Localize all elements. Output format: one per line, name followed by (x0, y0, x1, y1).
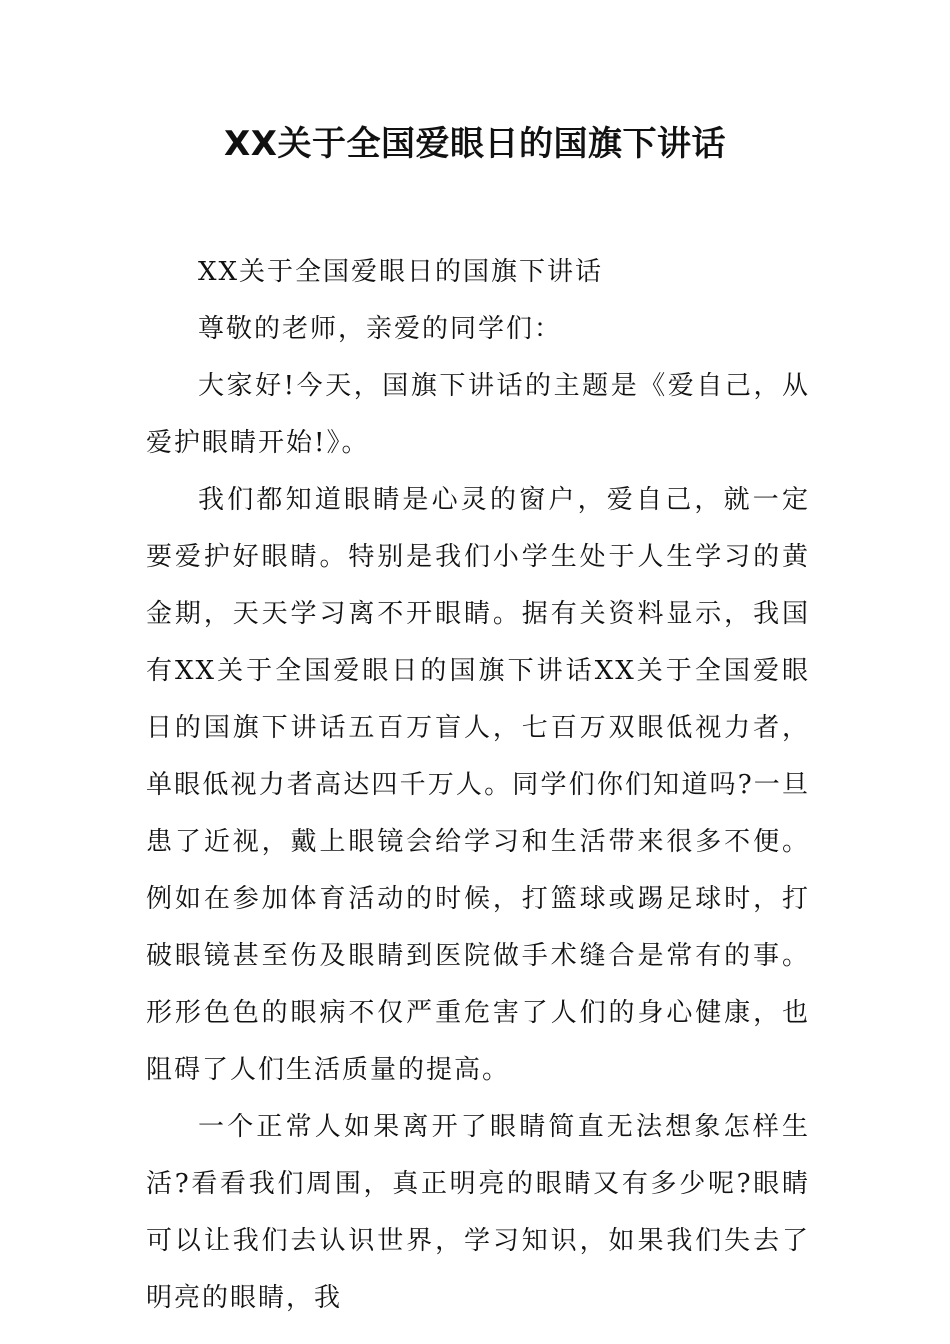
paragraph-body-2: 一个正常人如果离开了眼睛简直无法想象怎样生活?看看我们周围，真正明亮的眼睛又有多少呢?眼睛可以让我们去认识世界，学习知识，如果我们失去了明亮的眼睛，我 (146, 1112, 810, 1313)
document-title: XX关于全国爱眼日的国旗下讲话 (224, 124, 726, 164)
paragraph-body-1: 我们都知道眼睛是心灵的窗户，爱自己，就一定要爱护好眼睛。特别是我们小学生处于人生学习的黄金期，天天学习离不开眼睛。据有关资料显示，我国有XX关于全国爱眼日的国旗下讲话XX关于全国爱眼日的国旗下讲话五百万盲人，七百万双眼低视力者，单眼低视力者高达四千万人。同学们你们知道吗?一旦患了近视，戴上眼镜会给学习和生活带来很多不便。例如在参加体育活动的时候，打篮球或踢足球时，打破眼镜甚至伤及眼睛到医院做手术缝合是常有的事。形形色色的眼病不仅严重危害了人们的身心健康，也阻碍了人们生活质量的提高。 (146, 485, 810, 1085)
paragraph-salutation: 尊敬的老师，亲爱的同学们： (198, 314, 563, 344)
paragraph-subtitle: XX关于全国爱眼日的国旗下讲话 (198, 257, 604, 287)
document-body (146, 244, 810, 1327)
paragraph-greeting: 大家好!今天，国旗下讲话的主题是《爱自己，从爱护眼睛开始!》。 (146, 371, 810, 458)
